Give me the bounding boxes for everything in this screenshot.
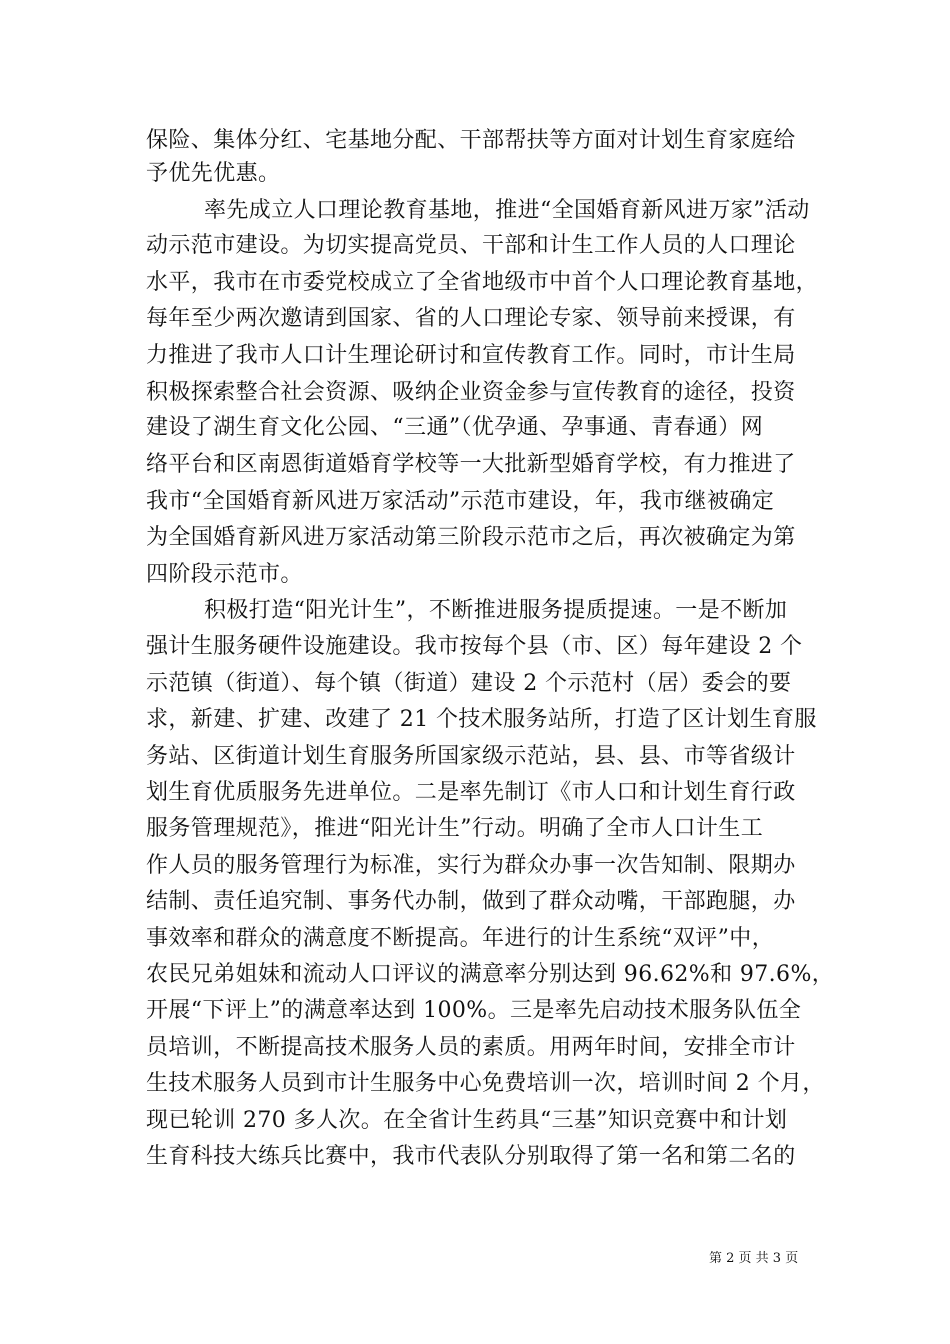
text-line: 力推进了我市人口计生理论研讨和宣传教育工作。同时，市计生局 (146, 343, 796, 368)
text-line: 开展“下评上”的满意率达到 100%。三是率先启动技术服务队伍全 (146, 998, 802, 1023)
text-line: 员培训，不断提高技术服务人员的素质。用两年时间，安排全市计 (146, 1035, 796, 1060)
text-line: 求，新建、扩建、改建了 21 个技术服务站所，打造了区计划生育服 (146, 707, 817, 732)
text-line: 水平，我市在市委党校成立了全省地级市中首个人口理论教育基地， (146, 270, 819, 295)
text-line: 每年至少两次邀请到国家、省的人口理论专家、领导前来授课，有 (146, 306, 796, 331)
text-line: 保险、集体分红、宅基地分配、干部帮扶等方面对计划生育家庭给 (146, 128, 796, 153)
text-line: 划生育优质服务先进单位。二是率先制订《市人口和计划生育行政 (146, 780, 796, 805)
text-line: 建设了湖生育文化公园、“三通”（优孕通、孕事通、青春通）网 (146, 415, 764, 440)
text-line: 强计生服务硬件设施建设。我市按每个县（市、区）每年建设 2 个 (146, 634, 803, 659)
text-line: 生技术服务人员到市计生服务中心免费培训一次，培训时间 2 个月， (146, 1071, 825, 1096)
paragraph-start-line: 率先成立人口理论教育基地，推进“全国婚育新风进万家”活动 (204, 198, 810, 223)
text-line: 积极探索整合社会资源、吸纳企业资金参与宣传教育的途径，投资 (146, 380, 796, 405)
page-number: 第 2 页 共 3 页 (709, 1251, 799, 1266)
text-line: 示范镇（街道）、每个镇（街道）建设 2 个示范村（居）委会的要 (146, 671, 792, 696)
text-line: 我市“全国婚育新风进万家活动”示范市建设，年，我市继被确定 (146, 489, 775, 514)
text-line: 结制、责任追究制、事务代办制，做到了群众动嘴，干部跑腿，办 (146, 889, 796, 914)
paragraph-start-line: 积极打造“阳光计生”，不断推进服务提质提速。一是不断加 (204, 598, 788, 623)
text-line: 服务管理规范》，推进“阳光计生”行动。明确了全市人口计生工 (146, 816, 764, 841)
text-line: 为全国婚育新风进万家活动第三阶段示范市之后，再次被确定为第 (146, 525, 796, 550)
text-line: 事效率和群众的满意度不断提高。年进行的计生系统“双评”中， (146, 926, 775, 951)
text-line: 予优先优惠。 (146, 161, 281, 186)
text-line: 四阶段示范市。 (146, 562, 303, 587)
text-line: 现已轮训 270 多人次。在全省计生药具“三基”知识竞赛中和计划 (146, 1108, 788, 1133)
text-line: 络平台和区南恩街道婚育学校等一大批新型婚育学校，有力推进了 (146, 452, 796, 477)
text-line: 农民兄弟姐妹和流动人口评议的满意率分别达到 96.62%和 97.6%， (146, 962, 835, 987)
text-line: 动示范市建设。为切实提高党员、干部和计生工作人员的人口理论 (146, 233, 796, 258)
text-line: 务站、区街道计划生育服务所国家级示范站，县、县、市等省级计 (146, 744, 796, 769)
text-line: 生育科技大练兵比赛中，我市代表队分别取得了第一名和第二名的 (146, 1144, 796, 1169)
text-line: 作人员的服务管理行为标准，实行为群众办事一次告知制、限期办 (146, 853, 796, 878)
